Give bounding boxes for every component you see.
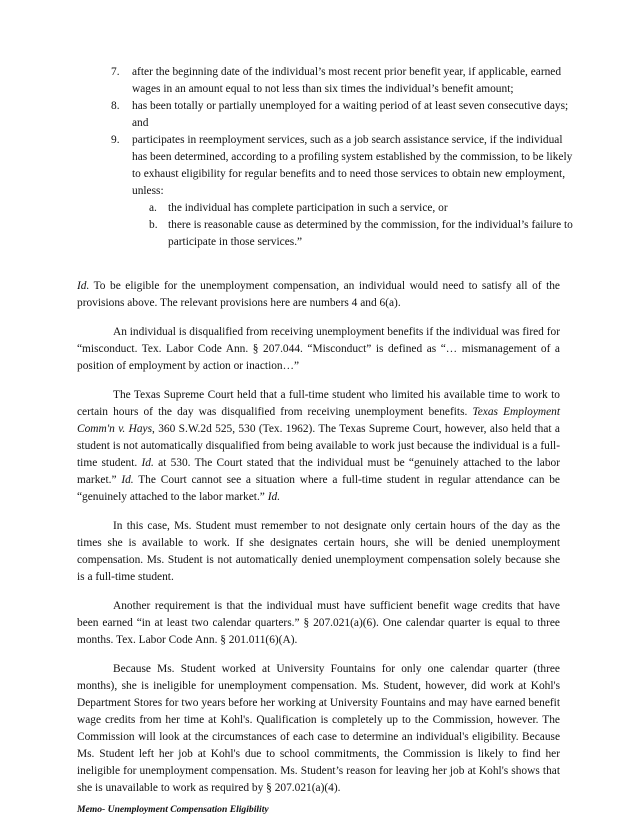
citation-id: Id. <box>121 474 134 486</box>
list-number: 9. <box>111 134 120 146</box>
paragraph-university-fountains: Because Ms. Student worked at University Fountains for only one calendar quarter (three months), she is ineligible for unemployment compensation. Ms. Student, however, did work at Kohl's Department Stores for two years before her working at University Fountains and may have earned benefit wage credits from her time at Kohl's. Qualification is completely up to the Commission, however. The Commission will look at the circumstances of each case to determine an individual's eligibility. Because Ms. Student left her job at Kohl's due to school commitments, the Commission is likely to find her ineligible for unemployment compensation. Ms. Student’s reason for leaving her job at Kohl's shows that she is unavailable to work as required by § 207.021(a)(4). <box>77 663 560 794</box>
paragraph-this-case: In this case, Ms. Student must remember to not designate only certain hours of the day as the times she is available to work. If she designates certain hours, she will be denied unemployment compensation. Ms. Student is not automatically denied unemployment compensation solely because she is a full-time student. <box>77 520 560 583</box>
paragraph-misconduct: An individual is disqualified from receiving unemployment benefits if the individual was fired for “misconduct. Tex. Labor Code Ann. § 207.044. “Misconduct” is defined as “… mismanagement of a position of employment by action or inaction…” <box>77 326 560 372</box>
list-number: 7. <box>111 66 120 78</box>
citation-id: Id. <box>77 280 90 292</box>
paragraph-text: To be eligible for the unemployment compensation, an individual would need to satisfy all of the provisions above. The relevant provisions here are numbers 4 and 6(a). <box>77 280 560 309</box>
citation-id: Id. <box>141 457 154 469</box>
sub-list-letter: a. <box>149 202 157 214</box>
sub-list-item-text: there is reasonable cause as determined by the commission, for the individual’s failure to participate in those services.” <box>168 219 573 248</box>
paragraph-text: The Court cannot see a situation where a full-time student in regular attendance can be “genuinely attached to the labor market.” <box>77 474 560 503</box>
sub-list-item-text: the individual has complete participation in such a service, or <box>168 202 448 214</box>
list-item-9 <box>0 132 638 200</box>
sub-list-item-b <box>0 217 638 251</box>
list-item-8 <box>0 98 638 132</box>
sub-list-item-a <box>0 200 638 217</box>
numbered-list <box>0 64 638 251</box>
list-number: 8. <box>111 100 120 112</box>
sub-list-letter: b. <box>149 219 158 231</box>
paragraph-text: , 360 S.W.2d 525, 530 (Tex. 1962). The Texas Supreme Court, however, also held that a student is not automatically disqualified from being available to work just because the individual is a full-time student. <box>77 423 560 469</box>
paragraph-supreme-court <box>77 387 560 506</box>
paragraph-wage-credits: Another requirement is that the individual must have sufficient benefit wage credits that have been earned “in at least two calendar quarters.” § 207.021(a)(6). One calendar quarter is equal to three months. Tex. Labor Code Ann. § 201.011(6)(A). <box>77 600 560 646</box>
memo-body <box>77 278 560 797</box>
citation-id: Id. <box>267 491 281 503</box>
page-footer: Memo- Unemployment Compensation Eligibility <box>77 804 269 815</box>
list-item-text: has been totally or partially unemployed for a waiting period of at least seven consecutive days; and <box>132 100 569 129</box>
list-item-text: after the beginning date of the individual’s most recent prior benefit year, if applicable, earned wages in an amount equal to not less than six times the individual’s benefit amount; <box>132 66 562 95</box>
paragraph-eligibility <box>77 278 560 312</box>
list-item-7 <box>0 64 638 98</box>
list-item-text: participates in reemployment services, such as a job search assistance service, if the individual has been determined, according to a profiling system established by the commission, to be likely to exhaust eligibility for regular benefits and to need those services to obtain new employment, unless: <box>132 134 573 197</box>
paragraph-text: at 530. The Court stated that the individual must be “genuinely attached to the labor market.” <box>77 457 560 486</box>
case-name: Texas Employment Comm'n v. Hays <box>77 406 561 435</box>
paragraph-text: The Texas Supreme Court held that a full-time student who limited his available time to work to certain hours of the day was disqualified from receiving unemployment benefits. <box>77 389 560 418</box>
